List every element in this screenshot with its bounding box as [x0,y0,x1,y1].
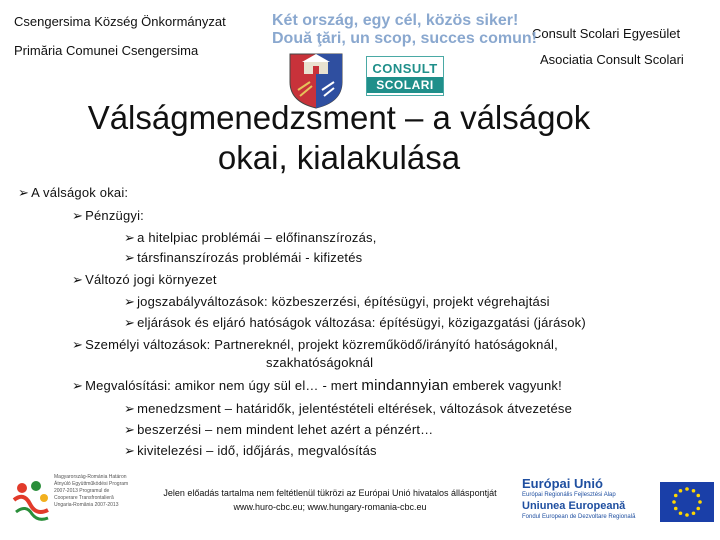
eu-text-block [522,476,658,521]
bullet-level3 [124,294,550,310]
bullet-text: beszerzési – nem mindent lehet azért a pénzért… [137,422,434,437]
eu-fund-hu: Európai Regionális Fejlesztési Alap [522,492,616,498]
consult-scolari-logo [366,56,444,96]
bullet-level3 [124,443,377,459]
slide-title-line1: Válságmenedzsment – a válságok [87,99,591,136]
eu-star-icon [685,513,689,517]
consult-logo-top-text: CONSULT [372,61,438,76]
header-right-line1: Consult Scolari Egyesület [532,26,681,41]
slogan-hungarian: Két ország, egy cél, közös siker! [272,12,519,29]
bullet-text: Változó jogi környezet [85,272,217,287]
bullet-arrow-icon: ➢ [72,378,84,393]
bullet-arrow-icon: ➢ [124,443,136,458]
eu-fund-ro: Fondul European de Dezvoltare Regională [522,514,636,520]
bullet-text: emberek vagyunk! [448,378,562,393]
bullet-text: A válságok okai: [31,185,129,200]
disclaimer-text: Jelen előadás tartalma nem feltétlenül tükrözi az Európai Unió hivatalos álláspontját [163,488,497,498]
slide-title-line2: okai, kialakulása [217,139,461,176]
bullet-level3 [124,422,433,438]
bullet-arrow-icon: ➢ [124,401,136,416]
eu-flag-icon [660,482,714,522]
bullet-text: Pénzügyi: [85,208,144,223]
slide-title [54,98,624,178]
eu-star-icon [696,507,700,511]
bullet-level2 [72,208,144,224]
bullet-arrow-icon: ➢ [72,208,84,223]
bullet-arrow-icon: ➢ [72,272,84,287]
eu-star-icon [674,507,678,511]
bullet-arrow-icon: ➢ [124,294,136,309]
bullet-text: Személyi változások: Partnereknél, projekt közreműködő/irányító hatóságoknál, [85,337,558,352]
bullet-text: eljárások és eljáró hatóságok változása: építésügyi, közigazgatási (járások) [137,315,586,330]
bullet-text: jogszabályváltozások: közbeszerzési, építésügyi, projekt végrehajtási [137,294,550,309]
header-left-line1: Csengersima Község Önkormányzat [14,14,226,29]
bullet-level3 [124,250,362,266]
eu-star-icon [692,489,696,493]
bullet-emphasis: mindannyian [361,377,449,394]
bullet-text: kivitelezési – idő, időjárás, megvalósítás [137,443,377,458]
bullet-text: a hitelpiac problémái – előfinanszírozás, [137,230,377,245]
bullet-text: Megvalósítási: amikor nem úgy sül el… - mert [85,378,362,393]
bullet-level3 [124,315,586,331]
eu-star-icon [679,489,683,493]
bullet-arrow-icon: ➢ [124,250,136,265]
eu-star-icon [698,500,702,504]
program-logo-text: Magyarország-Románia Határon Átnyúló Együttműködési Program 2007-2013 Programul de Cooperare Transfrontalieră Ungaria-România 2007-2013 [54,474,129,508]
bullet-level3 [124,401,572,417]
consult-logo-bottom-text: SCOLARI [367,77,443,93]
bullet-level2 [72,378,562,394]
bullet-level2 [72,272,217,288]
header-left-line2: Primăria Comunei Csengersima [14,43,199,58]
header-right-line2: Asociatia Consult Scolari [540,52,684,67]
eu-star-icon [674,494,678,498]
bullet-arrow-icon: ➢ [124,422,136,437]
bullet-level3 [124,230,377,246]
website-links[interactable]: www.huro-cbc.eu; www.hungary-romania-cbc.eu [233,502,427,512]
eu-star-icon [692,511,696,515]
bullet-text: társfinanszírozás problémái - kifizetés [137,250,363,265]
eu-name-ro: Uniunea Europeană [522,500,626,512]
bullet-continuation: szakhatóságoknál [266,355,374,370]
slogan-romanian: Două ţări, un scop, succes comun! [272,30,537,47]
eu-star-icon [679,511,683,515]
bullet-arrow-icon: ➢ [72,337,84,352]
eu-star-icon [685,487,689,491]
eu-star-icon [672,500,676,504]
bullet-level2 [72,337,558,353]
bullet-level1 [18,185,128,201]
program-logo-icon [10,478,52,524]
eu-star-icon [696,494,700,498]
footer-disclaimer [140,486,520,514]
bullet-arrow-icon: ➢ [124,230,136,245]
bullet-arrow-icon: ➢ [124,315,136,330]
bullet-arrow-icon: ➢ [18,185,30,200]
eu-name-hu: Európai Unió [522,476,603,491]
bullet-text: menedzsment – határidők, jelentéstételi eltérések, változások átvezetése [137,401,573,416]
